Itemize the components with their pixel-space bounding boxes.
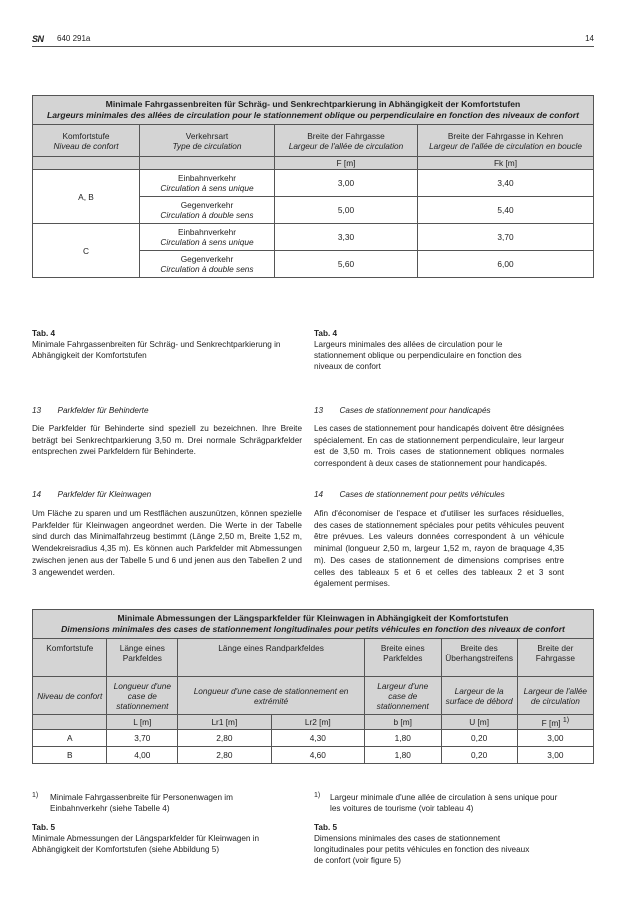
- t4-level-c: C: [33, 224, 140, 278]
- section-13-text-de: Die Parkfelder für Behinderte sind speziell zu bezeichnen. Ihre Breite beträgt bei Senkrechtparkierung 3,50 m. Drei normale Schrägparkfelder entsprechen zwei Parkfeldern für Behinderte.: [32, 424, 302, 457]
- table-row: Gegenverkehr Circulation à double sens 5,60 6,00: [33, 251, 594, 278]
- document-number: 640 291a: [57, 34, 91, 43]
- table-4-caption-fr: Tab. 4 Largeurs minimales des allées de circulation pour le stationnement oblique ou perpendiculaire en fonction des niveaux de confort: [314, 329, 522, 371]
- table-4: [32, 95, 594, 278]
- t4-header-width-bends: Breite der Fahrgasse in Kehren Largeur de l'allée de circulation en boucle: [418, 125, 594, 157]
- footnote-fr: Largeur minimale d'une allée de circulation à sens unique pour les voitures de tourisme (voir tableau 4): [330, 793, 558, 813]
- t5-header-level: Komfortstufe: [33, 639, 107, 677]
- header-rule: [32, 46, 594, 47]
- table-5-title: Minimale Abmessungen der Längsparkfelder für Kleinwagen in Abhängigkeit der Komfortstufen Dimensions minimales des cases de stationnement longitudinales pour petits véhicules en fonction des niveaux de confort: [33, 610, 594, 639]
- t5-header-length: Länge eines Parkfeldes: [107, 639, 178, 677]
- t4-unit-f: F [m]: [275, 157, 418, 170]
- t5-header-aisle: Breite der Fahrgasse: [517, 639, 593, 677]
- table-row: C Einbahnverkehr Circulation à sens unique 3,30 3,70: [33, 224, 594, 251]
- section-14-text-de: Um Fläche zu sparen und um Restflächen auszunützen, können spezielle Parkfelder für Kleinwagen angeordnet werden. Die Werte in der Tabelle sind durch das Minimalfahrzeug bestimmt (Länge 2,50 m, Breite 1,52 m, Wendekreisradius 4,35 m). Es können auch Parkfelder mit Abmessungen zwischen jenen aus der Tabelle 5 und 6 und jenen aus den Tabellen 2 und 3 angewendet werden.: [32, 509, 302, 577]
- t4-unit-fk: Fk [m]: [418, 157, 594, 170]
- section-14-heading-de: 14 Parkfelder für Kleinwagen: [32, 490, 152, 499]
- t4-header-level: Komfortstufe Niveau de confort: [33, 125, 140, 157]
- footnote-de: Minimale Fahrgassenbreite für Personenwagen im Einbahnverkehr (siehe Tabelle 4): [50, 793, 233, 813]
- t4-header-width: Breite der Fahrgasse Largeur de l'allée de circulation: [275, 125, 418, 157]
- table-4-caption-de: Tab. 4 Minimale Fahrgassenbreiten für Schräg- und Senkrechtparkierung in Abhängigkeit der Komfortstufen: [32, 329, 281, 360]
- table-row: Gegenverkehr Circulation à double sens 5,00 5,40: [33, 197, 594, 224]
- page-number: 14: [585, 34, 594, 43]
- table-5-caption-de: Tab. 5 Minimale Abmessungen der Längsparkfelder für Kleinwagen in Abhängigkeit der Komfortstufen (siehe Abbildung 5): [32, 823, 260, 854]
- footnote-mark-de: 1): [32, 792, 39, 799]
- section-14-text-fr: Afin d'économiser de l'espace et d'utiliser les surfaces résiduelles, des cases de stationnement spéciales pour petits véhicules peuvent être prévues. Les valeurs données correspondent à un véhicule minimal (longueur 2,50 m, largeur 1,52 m, rayon de braquage 4,35 m). Des cases de stationnement de dimensions comprises entre celles des tableaux 5 et 6 et celles des tableaux 2 et 3 sont également permises.: [314, 509, 564, 589]
- section-13-text-fr: Les cases de stationnement pour handicapés doivent être désignées spécialement. En cas de stationnement perpendiculaire, leur largeur est de 3,50 m. Trois cases de stationnement obliques normales correspondent à deux cases de stationnement pour handicapés.: [314, 424, 564, 469]
- table-row: B 4,00 2,80 4,60 1,80 0,20 3,00: [33, 747, 594, 764]
- t5-header-width: Breite eines Parkfeldes: [364, 639, 441, 677]
- section-14-heading-fr: 14 Cases de stationnement pour petits véhicules: [314, 490, 505, 499]
- t4-level-ab: A, B: [33, 170, 140, 224]
- table-5: Minimale Abmessungen der Längsparkfelder für Kleinwagen in Abhängigkeit der Komfortstufen Dimensions minimales des cases de stationnement longitudinales pour petits véhicules en fonction des niveaux de confort Komfortstufe Länge eines Parkfeldes Länge eines Randparkfeldes Breite eines Parkfeldes Breite des Überhangstreifens Breite der Fahrgasse Niveau de confort Longueur d'une case de stationnement Longueur d'une case de stationnement en extrémité Largeur d'une case de stationnement Largeur de la surface de débord Largeur de l'allée de circulation L [m] Lr1 [m] Lr2 [m] b [m] U [m] F [m] $^{1)}$ A 3,70 2,80 4,30 1,80 0,20 3,00 B 4,00 2,80 4,60 1,80 0,20 3,00: [32, 609, 594, 764]
- footnote-mark-fr: 1): [314, 792, 321, 799]
- t5-header-overhang: Breite des Überhangstreifens: [441, 639, 517, 677]
- section-13-heading-de: 13 Parkfelder für Behinderte: [32, 406, 149, 415]
- t5-header-edge-length: Länge eines Randparkfeldes: [178, 639, 365, 677]
- sn-logo: SN: [32, 34, 44, 44]
- table-row: A, B Einbahnverkehr Circulation à sens unique 3,00 3,40: [33, 170, 594, 197]
- table-5-caption-fr: Tab. 5 Dimensions minimales des cases de stationnement longitudinales pour petits véhicules en fonction des niveaux de confort (voir figure 5): [314, 823, 530, 865]
- table-4-title: Minimale Fahrgassenbreiten für Schräg- und Senkrechtparkierung in Abhängigkeit der Komfortstufen Largeurs minimales des allées de circulation pour le stationnement oblique ou perpendiculaire en fonction des niveaux de confort: [33, 96, 594, 125]
- t4-header-traffic: Verkehrsart Type de circulation: [140, 125, 275, 157]
- table-row: A 3,70 2,80 4,30 1,80 0,20 3,00: [33, 730, 594, 747]
- section-13-heading-fr: 13 Cases de stationnement pour handicapés: [314, 406, 491, 415]
